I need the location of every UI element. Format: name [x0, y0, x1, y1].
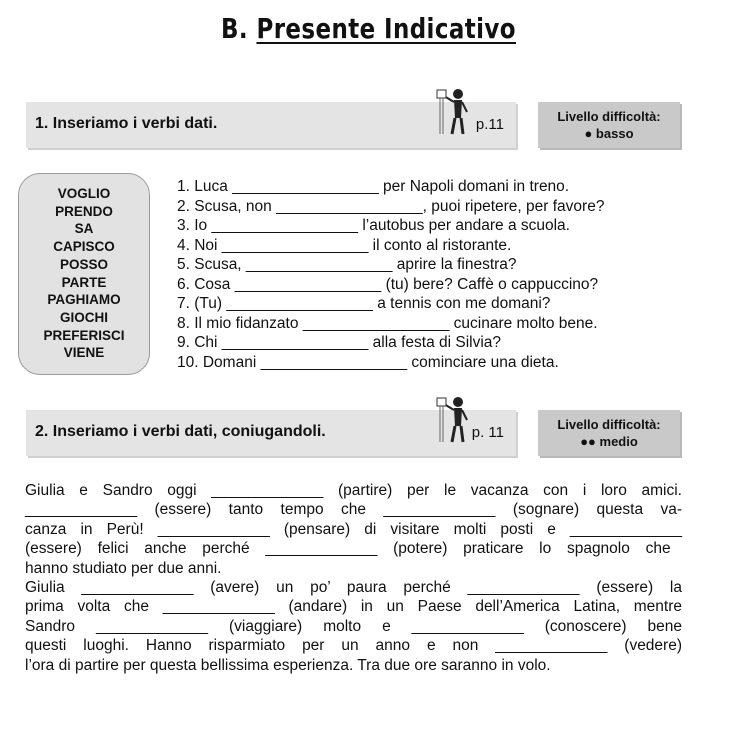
verb-item: CAPISCO	[53, 239, 115, 255]
exercise2-title: 2. Inseriamo i verbi dati, coniugandoli.	[35, 423, 326, 440]
exercise1-level-box	[538, 102, 680, 148]
exercise2-level-box	[538, 410, 680, 456]
student-figure-icon	[434, 84, 470, 144]
exercise2-passage	[25, 481, 682, 675]
passage-line: Giulia e Sandro oggi _____________ (partire) per le vacanza con i loro amici.	[25, 482, 682, 499]
passage-line: l’ora di partire per questa bellissima esperienza. Tra due ore saranno in volo.	[25, 656, 551, 674]
verb-item: POSSO	[59, 256, 108, 272]
sentence-item: 7. (Tu) _________________ a tennis con me domani?	[177, 295, 551, 312]
passage-line: prima volta che _____________ (andare) in un Paese dell’America Latina, mentre	[25, 598, 682, 616]
passage-line: (essere) felici anche perché _____________ (potere) praticare lo spagnolo che	[25, 540, 671, 558]
passage-line: hanno studiato per due anni.	[25, 559, 222, 577]
sentence-item: 3. Io _________________ l’autobus per andare a scuola.	[177, 217, 570, 234]
sentence-item: 10. Domani _________________ cominciare una dieta.	[177, 353, 559, 371]
passage-line: Giulia _____________ (avere) un po’ paura perché _____________ (essere) la	[25, 579, 682, 597]
sentence-item: 9. Chi _________________ alla festa di Silvia?	[177, 334, 502, 351]
sentence-item: 1. Luca _________________ per Napoli domani in treno.	[177, 178, 570, 195]
passage-line: canza in Perù! _____________ (pensare) di visitare molti posti e _____________	[25, 520, 682, 538]
exercise1-title: 1. Inseriamo i verbi dati.	[35, 115, 218, 132]
exercise1-page-ref: p.11	[475, 116, 504, 133]
passage-line: _____________ (essere) tanto tempo che _____________ (sognare) questa va-	[25, 501, 682, 519]
exercise2-level-label: Livello difficoltà:	[557, 417, 661, 432]
verb-item: PARTE	[61, 274, 107, 290]
verb-item: PREFERISCI	[43, 327, 125, 343]
sentence-item: 6. Cosa _________________ (tu) bere? Caffè o cappuccino?	[177, 275, 599, 293]
exercise2-level-value: ●● medio	[580, 434, 638, 449]
exercise1-level-value: ● basso	[584, 126, 634, 141]
exercise2-header	[26, 410, 516, 456]
exercise2-page-ref: p. 11	[471, 424, 504, 441]
verb-item: GIOCHI	[59, 309, 108, 325]
sentence-item: 5. Scusa, _________________ aprire la finestra?	[177, 256, 517, 273]
page-title	[66, 12, 670, 45]
sentence-item: 4. Noi _________________ il conto al ristorante.	[177, 236, 512, 254]
student-figure-icon	[434, 392, 470, 452]
exercise1-level-label: Livello difficoltà:	[557, 109, 661, 124]
exercise1-sentences	[177, 177, 697, 372]
page-title-prefix: B.	[221, 12, 249, 45]
verb-item: PAGHIAMO	[47, 292, 121, 308]
passage-line: questi luoghi. Hanno risparmiato per un anno e non _____________ (vedere)	[25, 637, 682, 655]
sentence-item: 2. Scusa, non _________________, puoi ripetere, per favore?	[177, 197, 605, 215]
verb-item: SA	[74, 221, 94, 237]
sentence-item: 8. Il mio fidanzato _________________ cucinare molto bene.	[177, 314, 598, 332]
verb-list-box	[18, 173, 150, 375]
verb-item: PRENDO	[55, 203, 113, 219]
verb-item: VIENE	[63, 345, 105, 361]
exercise1-header	[26, 102, 516, 148]
verb-item: VOGLIO	[57, 186, 111, 201]
passage-line: Sandro _____________ (viaggiare) molto e _____________ (conoscere) bene	[25, 617, 682, 635]
page-title-main: Presente Indicativo	[256, 12, 516, 45]
